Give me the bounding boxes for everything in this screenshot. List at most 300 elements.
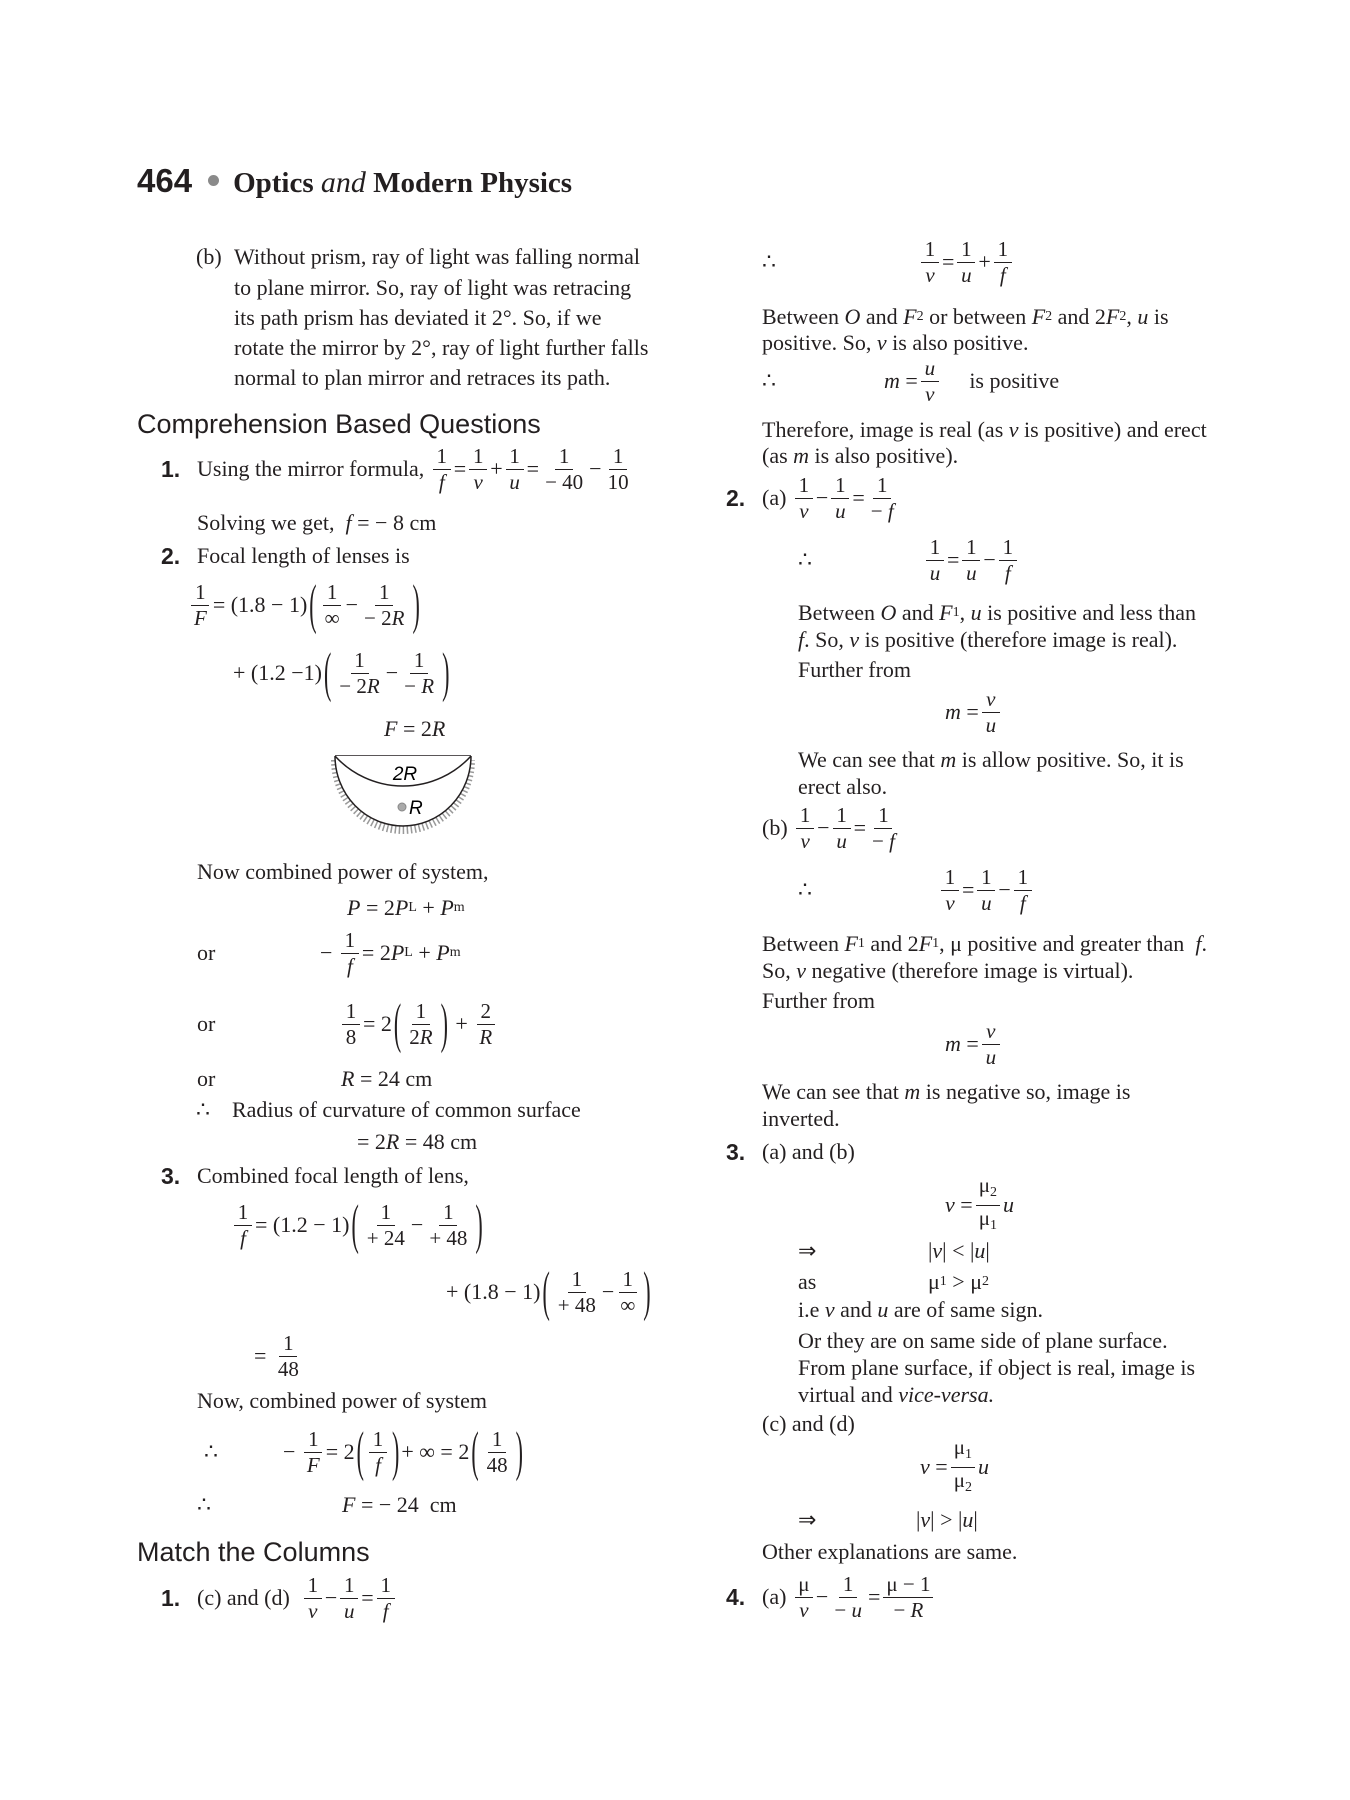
math-text: 1: [944, 864, 956, 889]
math-fraction: [976, 1173, 1000, 1238]
math-variable: f: [889, 828, 895, 853]
math-text: virtual and: [798, 1382, 899, 1407]
math-text: 1: [966, 534, 977, 559]
math-variable: v: [1008, 417, 1019, 442]
fraction-numerator: [977, 865, 995, 891]
math-text: Combined focal length of lens,: [197, 1163, 469, 1188]
math-text: − 40: [545, 469, 584, 494]
math-text: , μ positive and greater than: [939, 931, 1196, 956]
math-fraction: [926, 535, 944, 586]
math-text: 1: [571, 1266, 583, 1291]
fraction-numerator: [982, 1019, 1000, 1045]
math-variable: f: [375, 1452, 381, 1477]
fraction-denominator: [343, 1025, 360, 1050]
math-text: negative (therefore image is virtual).: [806, 958, 1134, 983]
math-text: −: [893, 1597, 911, 1622]
math-text: or: [197, 1066, 216, 1091]
left-paren: (: [356, 1419, 364, 1482]
fraction-numerator: [795, 1572, 813, 1598]
fraction-denominator: [471, 470, 486, 495]
math-text: + (1.2 −1): [233, 660, 322, 685]
math-text: 48: [277, 1356, 299, 1381]
fraction-denominator: [976, 1206, 1000, 1238]
fraction-numerator: [506, 444, 524, 470]
math-text: .: [1201, 931, 1207, 956]
fraction-denominator: [361, 606, 407, 631]
math-text: is also positive.: [886, 330, 1029, 355]
math-text: and: [860, 304, 904, 329]
math-fraction: [921, 237, 939, 288]
math-variable: u: [962, 1507, 974, 1532]
math-text: ,: [1126, 304, 1138, 329]
math-variable: f: [887, 498, 894, 523]
math-fraction: [401, 648, 437, 699]
math-text: Without prism, ray of light was falling normal: [234, 244, 641, 269]
math-parenthesis-group: [355, 1419, 402, 1482]
math-variable: R: [391, 605, 405, 630]
math-text: 1: [961, 236, 972, 261]
math-text: to plane mirror. So, ray of light was retracing: [234, 275, 632, 300]
math-variable: v: [473, 469, 483, 494]
math-variable: F: [844, 931, 858, 956]
math-text: Between: [762, 304, 845, 329]
math-text: −: [589, 456, 602, 481]
math-text: −: [404, 673, 422, 698]
math-variable: u: [877, 1297, 889, 1322]
math-subscript: 2: [1119, 309, 1127, 324]
math-text: =: [960, 699, 979, 724]
fraction-numerator: [469, 444, 487, 470]
math-text: Now combined power of system,: [197, 859, 489, 884]
math-fraction: [506, 444, 524, 495]
fraction-denominator: [868, 499, 897, 524]
math-fraction: [1014, 865, 1032, 916]
math-text: 1: [378, 579, 390, 604]
fraction-numerator: [795, 473, 813, 499]
fraction-numerator: [488, 1427, 506, 1453]
math-text: 1: [878, 802, 889, 827]
math-text: |: [985, 1238, 990, 1263]
fraction-denominator: [341, 1599, 358, 1624]
math-variable: R: [910, 1597, 924, 1622]
fraction-denominator: [344, 954, 356, 979]
math-text: 1: [835, 472, 846, 497]
math-variable: F: [918, 931, 933, 956]
math-fraction: [275, 1331, 302, 1382]
math-variable: f: [347, 953, 353, 978]
bullet-icon: [208, 175, 219, 186]
math-text: μ: [928, 1269, 940, 1294]
math-text: 1: [1017, 864, 1029, 889]
math-fraction: [476, 999, 495, 1050]
math-text: =: [254, 1343, 272, 1368]
math-text: rotate the mirror by 2°, ray of light further falls: [234, 335, 649, 360]
fraction-denominator: [832, 499, 849, 524]
math-text: Further from: [798, 657, 912, 682]
right-paren: ): [392, 1419, 400, 1482]
math-fraction: [941, 865, 959, 916]
math-text: + 48: [429, 1225, 468, 1250]
math-text: ∴: [762, 249, 776, 274]
fraction-numerator: [369, 1427, 387, 1453]
math-variable: v: [986, 1018, 996, 1043]
fraction-denominator: [322, 606, 343, 631]
math-text: + (1.8 − 1): [446, 1279, 541, 1304]
fraction-denominator: [476, 1025, 495, 1050]
math-text: +: [449, 1011, 474, 1036]
math-fraction: [869, 803, 898, 854]
math-subscript: 1: [989, 1217, 997, 1233]
math-text: 1: [413, 647, 425, 672]
math-text: μ: [953, 1434, 965, 1459]
fraction-numerator: [833, 803, 851, 829]
math-fraction: [469, 444, 487, 495]
math-variable: m: [945, 1031, 961, 1056]
title-part: Optics: [233, 167, 321, 199]
math-text: and 2: [864, 931, 919, 956]
fraction-numerator: [796, 803, 814, 829]
fraction-numerator: [999, 535, 1017, 561]
fraction-numerator: [377, 1573, 395, 1599]
math-subscript: 1: [964, 1446, 972, 1462]
fraction-numerator: [831, 473, 849, 499]
fraction-denominator: [191, 606, 210, 631]
math-text: −: [283, 1439, 301, 1464]
math-variable: F: [306, 1452, 320, 1477]
math-variable: O: [844, 304, 861, 329]
math-fraction: [962, 535, 980, 586]
math-text: is positive) and erect: [1018, 417, 1207, 442]
math-text: 2: [480, 998, 491, 1023]
math-text: μ: [798, 1571, 810, 1596]
math-text: +: [978, 249, 991, 274]
math-subscript: 2: [1045, 309, 1053, 324]
section-heading-comprehension: Comprehension Based Questions: [137, 409, 541, 439]
center-point: [398, 803, 406, 811]
math-text: (b): [762, 815, 794, 840]
math-text: =: [960, 1031, 979, 1056]
math-text: erect also.: [798, 774, 888, 799]
math-variable: P: [347, 895, 361, 920]
math-variable: m: [945, 699, 961, 724]
math-text: is also positive).: [809, 443, 959, 468]
math-fraction: [377, 1573, 395, 1624]
math-text: =: [942, 249, 955, 274]
label-r: R: [409, 798, 423, 819]
fraction-numerator: [839, 1572, 857, 1598]
math-text: 1: [283, 1330, 294, 1355]
math-text: (c) and (d): [197, 1585, 301, 1610]
fraction-numerator: [1014, 865, 1032, 891]
math-parenthesis-group: [540, 1259, 652, 1322]
math-text: −: [817, 815, 830, 840]
math-variable: v: [945, 890, 955, 915]
math-text: 1: [443, 1199, 454, 1224]
math-variable: u: [344, 1598, 355, 1623]
math-text: 1: [1002, 534, 1014, 559]
math-text: 1: [380, 1199, 392, 1224]
math-variable: P: [440, 895, 454, 920]
math-text: 1: [436, 443, 448, 468]
fraction-numerator: [994, 237, 1012, 263]
right-paren: ): [515, 1419, 523, 1482]
math-text: is negative so, image is: [920, 1079, 1131, 1104]
fraction-denominator: [275, 1357, 302, 1382]
math-parenthesis-group: [322, 640, 451, 703]
fraction-numerator: [941, 865, 959, 891]
math-fraction: [994, 237, 1012, 288]
math-fraction: [234, 1200, 252, 1251]
math-fraction: [921, 356, 939, 407]
math-text: |: [916, 1507, 921, 1532]
math-fraction: [555, 1267, 599, 1318]
math-fraction: [336, 648, 382, 699]
fraction-denominator: [1017, 891, 1029, 916]
fraction-numerator: [957, 237, 975, 263]
math-text: =: [867, 1584, 881, 1609]
fraction-numerator: [375, 580, 393, 606]
math-variable: u: [966, 560, 977, 585]
math-text: 1: [372, 1426, 384, 1451]
right-paren: ): [475, 1192, 483, 1255]
fraction-denominator: [436, 470, 448, 495]
math-variable: f: [382, 1598, 389, 1623]
math-text: 1: [345, 998, 357, 1023]
math-text: normal to plan mirror and retraces its path.: [234, 365, 611, 390]
fraction-denominator: [380, 1599, 392, 1624]
math-fraction: [833, 803, 851, 854]
math-text: 1: [344, 927, 356, 952]
math-text: −: [320, 940, 338, 965]
math-variable: v: [799, 1597, 809, 1622]
math-text: 1: [558, 443, 570, 468]
math-text: 8: [345, 1024, 357, 1049]
math-variable: v: [925, 262, 935, 287]
math-variable: v: [986, 686, 996, 711]
math-subscript: m: [453, 900, 465, 915]
math-text: i.e: [798, 1297, 825, 1322]
math-text: μ: [978, 1205, 990, 1230]
fraction-numerator: [962, 535, 980, 561]
label-2r: 2R: [392, 764, 418, 785]
math-variable: v: [308, 1598, 318, 1623]
math-text: or: [197, 1011, 216, 1036]
left-paren: (: [471, 1419, 479, 1482]
fraction-denominator: [305, 1599, 320, 1624]
math-variable: P: [390, 940, 405, 965]
math-subscript: 1: [939, 1274, 947, 1289]
math-variable: F: [903, 304, 917, 329]
math-text: =: [929, 1454, 948, 1479]
math-subscript: 2: [964, 1479, 972, 1495]
math-text: 1: [842, 1571, 854, 1596]
fraction-denominator: [617, 1293, 638, 1318]
math-text: Therefore, image is real (as: [762, 417, 1009, 442]
math-text: (a): [762, 485, 792, 510]
math-subscript: 2: [916, 309, 924, 324]
page-number: 464: [137, 162, 193, 199]
math-fraction: [304, 1573, 322, 1624]
math-text: 1: [344, 1572, 355, 1597]
math-text: = 2: [361, 940, 391, 965]
math-text: 1: [876, 472, 888, 497]
math-text: +: [490, 456, 503, 481]
math-fraction: [426, 1200, 470, 1251]
math-text: =: [954, 1192, 973, 1217]
math-text: Now, combined power of system: [197, 1388, 488, 1413]
fraction-numerator: [342, 999, 360, 1025]
math-text: −: [870, 498, 888, 523]
math-fraction: [796, 803, 814, 854]
fraction-numerator: [234, 1200, 252, 1226]
math-text: positive. So,: [762, 330, 877, 355]
math-variable: f: [1019, 890, 1026, 915]
math-text: −: [385, 660, 399, 685]
math-subscript: L: [404, 945, 413, 960]
math-text: 1: [237, 1199, 249, 1224]
math-text: 1: [491, 1426, 503, 1451]
math-variable: v: [925, 381, 935, 406]
math-variable: F: [939, 600, 953, 625]
math-fraction: [364, 1200, 408, 1251]
math-text: = − 8 cm: [351, 510, 437, 535]
math-text: + ∞ = 2: [401, 1439, 470, 1464]
fraction-denominator: [484, 1453, 511, 1478]
math-text: −: [834, 1597, 852, 1622]
fraction-denominator: [542, 470, 586, 495]
math-variable: m: [884, 368, 900, 393]
math-variable: u: [970, 600, 982, 625]
fraction-numerator: [351, 648, 369, 674]
math-text: −: [601, 1279, 615, 1304]
math-text: 1: [326, 579, 338, 604]
math-variable: u: [974, 1238, 986, 1263]
math-text: Focal length of lenses is: [197, 543, 410, 568]
math-variable: v: [799, 498, 809, 523]
math-text: 1: [924, 236, 936, 261]
math-variable: u: [924, 355, 936, 380]
lens-mirror-figure: [325, 750, 481, 842]
math-text: Solving we get,: [197, 510, 346, 535]
math-text: = 24 cm: [354, 1066, 433, 1091]
fraction-denominator: [890, 1598, 926, 1623]
fraction-denominator: [951, 1468, 975, 1500]
fraction-denominator: [869, 829, 898, 854]
book-title: [233, 166, 572, 200]
fraction-numerator: [279, 1331, 297, 1357]
fraction-numerator: [304, 1573, 322, 1599]
title-part: and: [320, 166, 366, 199]
fraction-denominator: [336, 674, 382, 699]
right-paren: ): [442, 640, 450, 703]
math-text: 1: [836, 802, 847, 827]
math-parenthesis-group: [349, 1192, 484, 1255]
right-paren: ): [643, 1259, 651, 1322]
math-variable: v: [920, 1507, 931, 1532]
math-fraction: [868, 473, 897, 524]
math-text: are of same sign.: [888, 1297, 1043, 1322]
math-text: − 2: [339, 673, 367, 698]
fraction-denominator: [796, 499, 811, 524]
math-text: 1: [415, 998, 427, 1023]
math-text: + 24: [366, 1225, 405, 1250]
math-text: 48: [486, 1452, 508, 1477]
math-text: −: [410, 1212, 424, 1237]
math-text: =: [853, 815, 866, 840]
math-fraction: [361, 580, 407, 631]
math-subscript: 2: [989, 1184, 997, 1200]
math-text: (c) and (d): [762, 1411, 855, 1436]
fraction-denominator: [927, 561, 944, 586]
math-variable: R: [421, 673, 435, 698]
math-fraction: [369, 1427, 387, 1478]
math-text: is positive and less than: [981, 600, 1197, 625]
math-text: (a): [762, 1584, 792, 1609]
math-text: =: [361, 1585, 374, 1610]
math-fraction: [883, 1572, 933, 1623]
math-text: Between: [762, 931, 845, 956]
math-variable: m: [793, 443, 810, 468]
fraction-numerator: [982, 687, 1000, 713]
math-text: is positive: [941, 368, 1060, 393]
fraction-denominator: [401, 674, 437, 699]
math-text: | > |: [930, 1507, 963, 1532]
math-fraction: [831, 473, 849, 524]
math-variable: u: [981, 890, 992, 915]
math-fraction: [831, 1572, 865, 1623]
math-text: −: [815, 1584, 829, 1609]
math-variable: v: [824, 1297, 835, 1322]
math-text: μ: [953, 1467, 965, 1492]
math-fraction: [977, 865, 995, 916]
fraction-denominator: [983, 1045, 1000, 1070]
math-fraction: [795, 473, 813, 524]
math-parenthesis-group: [392, 991, 450, 1054]
fraction-numerator: [304, 1427, 322, 1453]
math-subscript: 1: [857, 936, 865, 951]
math-text: =: [852, 485, 865, 510]
math-text: 1: [195, 579, 206, 604]
math-fraction: [605, 444, 632, 495]
math-subscript: 1: [952, 605, 960, 620]
fraction-denominator: [958, 263, 975, 288]
math-variable: u: [977, 1454, 989, 1479]
math-text: ∴: [762, 368, 776, 393]
math-text: We can see that: [762, 1079, 905, 1104]
math-variable: m: [940, 747, 957, 772]
fraction-numerator: [568, 1267, 586, 1293]
math-text: =: [962, 877, 975, 902]
math-text: =: [526, 456, 540, 481]
math-fraction: [322, 580, 343, 631]
math-variable: v: [800, 828, 810, 853]
math-text: and: [834, 1297, 878, 1322]
math-text: =: [947, 547, 960, 572]
section-heading-match: Match the Columns: [137, 1537, 370, 1567]
fraction-numerator: [951, 1435, 975, 1468]
math-text: +: [416, 895, 441, 920]
math-text: 1: [472, 443, 484, 468]
math-text: = 2: [357, 1129, 386, 1154]
fraction-numerator: [555, 444, 573, 470]
math-text: (as: [762, 443, 794, 468]
math-variable: v: [849, 627, 860, 652]
fraction-denominator: [426, 1226, 470, 1251]
fraction-denominator: [1002, 561, 1014, 586]
math-variable: u: [509, 469, 520, 494]
fraction-numerator: [340, 1573, 358, 1599]
fraction-numerator: [976, 1173, 1000, 1206]
